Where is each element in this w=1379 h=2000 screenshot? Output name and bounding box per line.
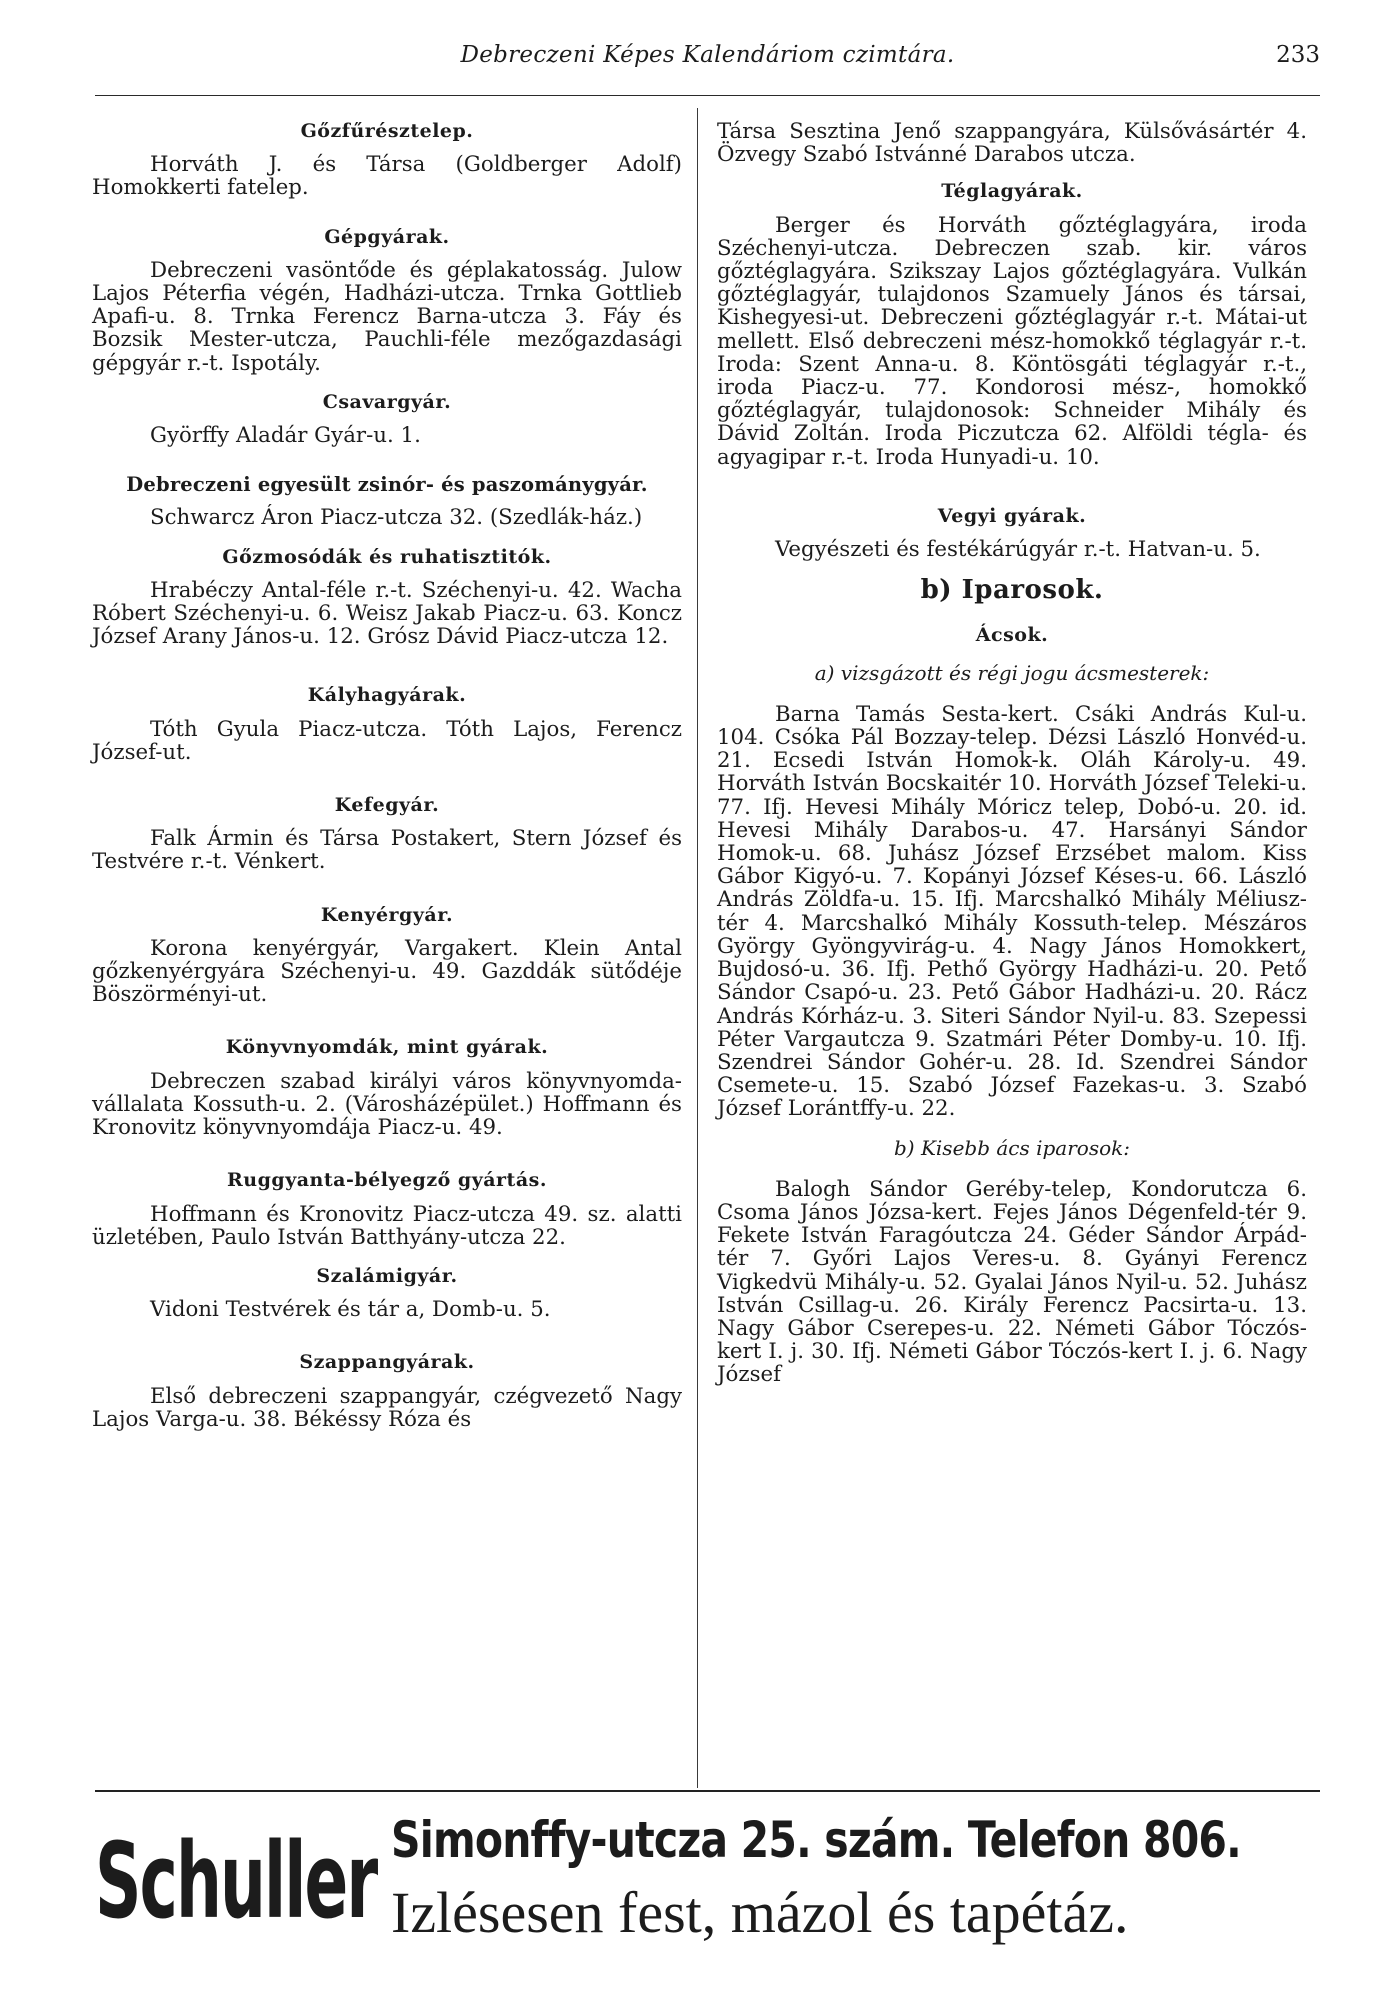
section-heading: Debreczeni egyesült zsinór- és paszománygyár. (126, 473, 648, 497)
section-heading: Csavargyár. (322, 390, 452, 413)
subheading-a: a) vizsgázott és régi jogu ácsmesterek: (814, 660, 1210, 685)
text-a: Barna Tamás Sesta-kert. Csáki András Kul-u. 104. Csóka Pál Bozzay-telep. Dézsi László Honvéd-u. 21. Ecsedi István Homok-k. Oláh Károly-u. 49. Horváth István Bocskaitér 10. Horváth József Teleki-u. 77. Ifj. Hevesi Mihály Móricz telep, Dobó-u. 20. id. Hevesi Mihály Darabos-u. 47. Harsányi Sándor Homok-u. 68. Juhász József Erzsébet malom. Kiss Gábor Kigyó-u. 7. Kopányi József Késes-u. 66. László András Zöldfa-u. 15. Ifj. Marcshalkó Mihály Méliusz-tér 4. Marcshalkó Mihály Kossuth-telep. Mészáros György Gyöngyvirág-u. 4. Nagy János Homokkert, Bujdosó-u. 36. Ifj. Pethő György Hadházi-u. 20. Pető Sándor Csapó-u. 23. Pető Gábor Hadházi-u. 20. Rácz András Kórház-u. 3. Siteri Sándor Nyil-u. 83. Szepessi Péter Vargautcza 9. Szatmári Péter Domby-u. 10. Ifj. Szendrei Sándor Gohér-u. 28. Id. Szendrei Sándor Csemete-u. 15. Szabó József Fazekas-u. 3. Szabó József Lorántffy-u. 22. (717, 701, 1307, 1122)
section-heading: Könyvnyomdák, mint gyárak. (225, 1036, 549, 1059)
section-szalamigyar (92, 1265, 682, 1321)
section-text: Horváth J. és Társa (Goldberger Adolf) Homokkerti fatelep. (92, 152, 682, 201)
section-kalyhagyarak (92, 684, 682, 764)
column-divider (697, 108, 698, 1788)
right-column (717, 120, 1307, 1387)
continuation-text: Társa Sesztina Jenő szappangyára, Külsővásártér 4. Özvegy Szabó Istvánné Darabos utcza. (717, 119, 1307, 168)
page-number: 233 (1276, 42, 1320, 68)
section-text: Tóth Gyula Piacz-utcza. Tóth Lajos, Ferencz József-ut. (92, 716, 682, 765)
subheading-b: b) Kisebb ács iparosok: (894, 1135, 1130, 1160)
section-text: Debreczen szabad királyi város könyvnyomda-vállalata Kossuth-u. 2. (Városházépület.) Hoffmann és Kronovitz könyvnyomdája Piacz-u. 49. (92, 1068, 682, 1141)
section-text: Első debreczeni szappangyár, czégvezető Nagy Lajos Varga-u. 38. Békéssy Róza és (92, 1383, 682, 1432)
running-title: Debreczeni Képes Kalendáriom czimtára. (460, 42, 955, 68)
section-text: Schwarcz Áron Piacz-utcza 32. (Szedlák-ház.) (150, 505, 643, 531)
section-text: Berger és Horváth gőztéglagyára, iroda Széchenyi-utcza. Debreczen szab. kir. város gőztéglagyára. Szikszay Lajos gőztéglagyára. Vulkán gőztéglagyár, tulajdonos Szamuely János és társai, Kishegyesi-ut. Debreczeni gőztéglagyár r.-t. Mátai-ut mellett. Első debreczeni mész-homokkő téglagyár r.-t. Iroda: Szent Anna-u. 8. Köntösgáti téglagyár r.-t., iroda Piacz-u. 77. Kondorosi mész-, homokkő gőztéglagyár, tulajdonosok: Schneider Mihály és Dávid Zoltán. Iroda Piczutcza 62. Alföldi tégla- és agyagipar r.-t. Iroda Hunyadi-u. 10. (717, 212, 1307, 470)
section-teglagyarak (717, 180, 1307, 468)
advertisement (95, 1806, 1320, 1956)
section-heading: Vegyi gyárak. (937, 504, 1087, 527)
section-vegyi-gyarak (717, 505, 1307, 561)
ad-slogan-line: Izlésesen fest, mázol és tapétáz. (391, 1880, 1129, 1945)
section-text: Hoffmann és Kronovitz Piacz-utcza 49. sz. alatti üzletében, Paulo István Batthyány-utcza 22. (92, 1201, 682, 1250)
section-text: Korona kenyérgyár, Vargakert. Klein Antal gőzkenyérgyára Széchenyi-u. 49. Gazddák sütődéje Böszörményi-ut. (92, 935, 682, 1008)
section-text: Vegyészeti és festékárúgyár r.-t. Hatvan-u. 5. (775, 537, 1261, 563)
section-csavargyar (92, 391, 682, 447)
trade-heading: Ácsok. (975, 624, 1049, 647)
section-szappangyarak (92, 1351, 682, 1431)
section-heading: Gépgyárak. (324, 225, 450, 248)
running-head (95, 42, 1320, 82)
part-heading: b) Iparosok. (920, 575, 1104, 606)
section-heading: Kenyérgyár. (320, 903, 454, 926)
section-text: Vidoni Testvérek és tár a, Domb-u. 5. (150, 1297, 551, 1323)
section-text: Falk Ármin és Társa Postakert, Stern József és Testvére r.-t. Vénkert. (92, 826, 682, 875)
left-column (92, 120, 682, 1431)
section-heading: Gőzfűrésztelep. (300, 120, 474, 142)
section-heading: Kályhagyárak. (307, 684, 467, 707)
advertisement-rule (95, 1790, 1320, 1792)
section-ruggyanta (92, 1169, 682, 1249)
section-gozmosodak (92, 546, 682, 649)
section-heading: Szalámigyár. (316, 1264, 458, 1287)
section-kenyergyar (92, 904, 682, 1007)
section-gozfureszelep (92, 120, 682, 200)
section-konyvnyomdak (92, 1036, 682, 1139)
section-kefegyar (92, 794, 682, 874)
section-heading: Szappangyárak. (299, 1351, 475, 1374)
section-heading: Gőzmosódák és ruhatisztitók. (222, 545, 552, 568)
ad-brand: Schuller (95, 1820, 377, 1942)
section-heading: Kefegyár. (334, 794, 440, 817)
section-text: Györffy Aladár Gyár-u. 1. (150, 423, 421, 449)
ad-address-line: Simonffy-utcza 25. szám. Telefon 806. (391, 1811, 1241, 1869)
section-text: Hrabéczy Antal-féle r.-t. Széchenyi-u. 42. Wacha Róbert Széchenyi-u. 6. Weisz Jakab Piacz-u. 63. Koncz József Arany János-u. 12. Grósz Dávid Piacz-utcza 12. (92, 577, 682, 650)
section-text: Debreczeni vasöntőde és géplakatosság. Julow Lajos Péterfia végén, Hadházi-utcza. Trnka Gottlieb Apafi-u. 8. Trnka Ferencz Barna-utcza 3. Fáy és Bozsik Mester-utcza, Pauchli-féle mezőgazdasági gépgyár r.-t. Ispotály. (92, 257, 682, 376)
section-heading: Téglagyárak. (941, 180, 1083, 203)
text-b: Balogh Sándor Gerébу-telep, Kondorutcza 6. Csoma János Józsa-kert. Fejes János Dégenfeld-tér 9. Fekete István Faragóutcza 24. Géder Sándor Árpád-tér 7. Győri Lajos Veres-u. 8. Gyányi Ferencz Vigkedvü Mihály-u. 52. Gyalai János Nyil-u. 52. Juhász István Csillag-u. 26. Király Ferencz Pacsirta-u. 13. Nagy Gábor Cserepes-u. 22. Németi Gábor Tóczós-kert I. j. 30. Ifj. Németi Gábor Tóczós-kert I. j. 6. Nagy József (717, 1176, 1307, 1388)
header-rule (95, 95, 1320, 96)
section-heading: Ruggyanta-bélyegző gyártás. (227, 1169, 547, 1192)
section-gepgyarak (92, 226, 682, 375)
section-paszomanygyar (92, 473, 682, 529)
